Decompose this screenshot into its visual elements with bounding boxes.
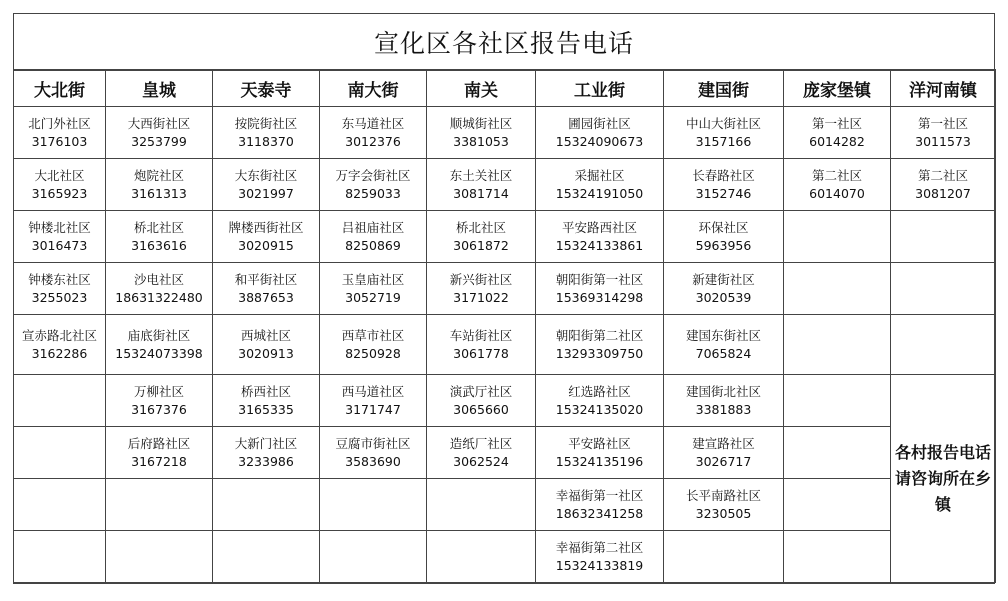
community-cell <box>320 315 427 375</box>
phone-number: 3233986 <box>238 453 294 469</box>
phone-number: 3171747 <box>345 401 401 417</box>
community-name: 平安路西社区 <box>561 219 637 235</box>
community-cell <box>427 159 536 211</box>
phone-number: 3255023 <box>31 289 88 305</box>
community-cell <box>536 315 664 375</box>
community-cell <box>106 159 213 211</box>
empty-cell <box>320 479 427 531</box>
empty-cell <box>427 531 536 583</box>
community-name: 大西街社区 <box>127 115 191 131</box>
community-cell <box>213 159 320 211</box>
community-cell <box>664 159 784 211</box>
table-body <box>14 107 996 583</box>
phone-number: 3165335 <box>238 401 294 417</box>
phone-number: 3171022 <box>453 289 509 305</box>
phone-number: 3253799 <box>131 133 187 149</box>
phone-number: 15324135196 <box>555 453 644 469</box>
column-header: 洋河南镇 <box>891 70 996 107</box>
table-row <box>14 427 996 479</box>
community-name: 新兴街社区 <box>449 271 513 287</box>
community-cell <box>14 159 106 211</box>
community-cell <box>784 107 891 159</box>
column-header: 南大街 <box>320 70 427 107</box>
community-cell <box>891 159 996 211</box>
community-cell <box>320 427 427 479</box>
community-cell <box>664 479 784 531</box>
phone-directory-sheet <box>13 13 995 584</box>
phone-number: 13293309750 <box>555 345 644 361</box>
community-cell <box>14 107 106 159</box>
table-row <box>14 531 996 583</box>
community-cell <box>213 211 320 263</box>
phone-number: 3026717 <box>695 453 752 469</box>
phone-number: 3118370 <box>238 133 294 149</box>
phone-number: 8250869 <box>345 237 401 253</box>
community-name: 长平南路社区 <box>685 487 761 503</box>
empty-cell <box>784 263 891 315</box>
community-cell <box>213 427 320 479</box>
community-cell <box>106 263 213 315</box>
column-header: 大北街 <box>14 70 106 107</box>
community-cell <box>213 263 320 315</box>
community-cell <box>664 427 784 479</box>
community-name: 北门外社区 <box>28 115 91 131</box>
community-cell <box>664 211 784 263</box>
community-name: 宣赤路北社区 <box>21 327 97 343</box>
community-name: 沙电社区 <box>133 271 184 287</box>
phone-number: 15324191050 <box>555 185 644 201</box>
community-name: 中山大街社区 <box>685 115 761 131</box>
phone-number: 3163616 <box>131 237 187 253</box>
community-name: 顺城街社区 <box>449 115 513 131</box>
page-title: 宣化区各社区报告电话 <box>14 14 994 71</box>
empty-cell <box>14 427 106 479</box>
phone-number: 18631322480 <box>115 289 203 305</box>
header-row <box>14 70 996 107</box>
community-cell <box>106 107 213 159</box>
empty-cell <box>891 315 996 375</box>
community-name: 西城社区 <box>240 327 291 343</box>
phone-number: 3020915 <box>238 237 294 253</box>
community-name: 按院街社区 <box>234 115 298 131</box>
community-name: 钟楼北社区 <box>28 219 91 235</box>
community-name: 大北社区 <box>34 167 85 183</box>
phone-number: 3021997 <box>238 185 294 201</box>
village-note: 各村报告电话请咨询所在乡镇 <box>891 375 996 583</box>
column-header: 建国街 <box>664 70 784 107</box>
phone-number: 15324133861 <box>555 237 644 253</box>
empty-cell <box>106 531 213 583</box>
phone-number: 3167376 <box>131 401 187 417</box>
phone-number: 8250928 <box>345 345 401 361</box>
community-name: 新建街社区 <box>692 271 755 287</box>
community-name: 庙底街社区 <box>127 327 191 343</box>
empty-cell <box>427 479 536 531</box>
phone-number: 3081207 <box>915 185 971 201</box>
table-row <box>14 263 996 315</box>
community-name: 朝阳街第一社区 <box>555 271 644 287</box>
community-name: 第二社区 <box>917 167 968 183</box>
community-cell <box>427 263 536 315</box>
community-name: 万字会街社区 <box>335 167 411 183</box>
empty-cell <box>664 531 784 583</box>
community-name: 豆腐市街社区 <box>335 435 411 451</box>
table-row <box>14 315 996 375</box>
phone-number: 15324133819 <box>555 557 644 573</box>
phone-number: 3167218 <box>131 453 187 469</box>
community-name: 钟楼东社区 <box>28 271 91 287</box>
table-row <box>14 375 996 427</box>
empty-cell <box>784 479 891 531</box>
phone-number: 15324073398 <box>115 345 203 361</box>
community-name: 玉皇庙社区 <box>341 271 405 287</box>
community-cell <box>891 107 996 159</box>
table-row <box>14 479 996 531</box>
empty-cell <box>784 531 891 583</box>
community-cell <box>536 263 664 315</box>
community-name: 圃园街社区 <box>568 115 631 131</box>
community-cell <box>427 375 536 427</box>
table-row <box>14 159 996 211</box>
community-name: 幸福街第二社区 <box>555 539 644 555</box>
community-name: 第一社区 <box>917 115 968 131</box>
community-cell <box>106 427 213 479</box>
community-cell <box>14 263 106 315</box>
community-cell <box>213 375 320 427</box>
community-cell <box>536 479 664 531</box>
community-name: 车站街社区 <box>449 327 513 343</box>
community-name: 大东街社区 <box>234 167 298 183</box>
phone-number: 3016473 <box>31 237 88 253</box>
phone-number: 3062524 <box>453 453 509 469</box>
empty-cell <box>14 531 106 583</box>
empty-cell <box>213 479 320 531</box>
phone-number: 3381053 <box>453 133 509 149</box>
community-cell <box>536 211 664 263</box>
phone-number: 3081714 <box>453 185 509 201</box>
community-cell <box>106 315 213 375</box>
community-cell <box>664 263 784 315</box>
community-cell <box>14 211 106 263</box>
community-cell <box>536 375 664 427</box>
column-header: 天泰寺 <box>213 70 320 107</box>
phone-number: 7065824 <box>695 345 752 361</box>
phone-number: 3052719 <box>345 289 401 305</box>
community-cell <box>536 159 664 211</box>
phone-number: 3162286 <box>31 345 88 361</box>
community-cell <box>14 315 106 375</box>
community-name: 东马道社区 <box>341 115 405 131</box>
community-name: 平安路社区 <box>568 435 631 451</box>
community-name: 采掘社区 <box>574 167 625 183</box>
community-name: 桥西社区 <box>240 383 291 399</box>
community-name: 炮院社区 <box>133 167 184 183</box>
column-header: 庞家堡镇 <box>784 70 891 107</box>
community-cell <box>664 375 784 427</box>
phone-number: 3161313 <box>131 185 187 201</box>
community-name: 西草市社区 <box>341 327 405 343</box>
community-name: 大新门社区 <box>234 435 298 451</box>
community-cell <box>536 427 664 479</box>
column-header: 工业街 <box>536 70 664 107</box>
empty-cell <box>891 263 996 315</box>
phone-number: 3065660 <box>453 401 509 417</box>
community-name: 建宣路社区 <box>692 435 755 451</box>
community-cell <box>664 315 784 375</box>
phone-number: 3061872 <box>453 237 509 253</box>
phone-number: 3152746 <box>695 185 752 201</box>
community-cell <box>320 107 427 159</box>
community-name: 牌楼西街社区 <box>228 219 304 235</box>
phone-number: 15369314298 <box>555 289 644 305</box>
community-name: 环保社区 <box>698 219 749 235</box>
empty-cell <box>784 375 891 427</box>
community-cell <box>427 211 536 263</box>
phone-number: 8259033 <box>345 185 401 201</box>
community-cell <box>427 427 536 479</box>
phone-number: 3381883 <box>695 401 752 417</box>
community-cell <box>664 107 784 159</box>
phone-number: 3061778 <box>453 345 509 361</box>
community-name: 万柳社区 <box>133 383 184 399</box>
community-name: 桥北社区 <box>133 219 184 235</box>
phone-number: 6014282 <box>809 133 865 149</box>
community-cell <box>427 107 536 159</box>
community-cell <box>536 531 664 583</box>
phone-number: 3583690 <box>345 453 401 469</box>
community-name: 后府路社区 <box>127 435 191 451</box>
phone-number: 3165923 <box>31 185 88 201</box>
community-name: 幸福街第一社区 <box>555 487 644 503</box>
community-cell <box>320 263 427 315</box>
community-name: 第二社区 <box>811 167 862 183</box>
community-name: 第一社区 <box>811 115 862 131</box>
community-name: 造纸厂社区 <box>449 435 513 451</box>
community-cell <box>213 107 320 159</box>
community-name: 西马道社区 <box>341 383 405 399</box>
community-name: 桥北社区 <box>455 219 506 235</box>
phone-number: 15324135020 <box>555 401 644 417</box>
community-cell <box>106 375 213 427</box>
empty-cell <box>784 211 891 263</box>
phone-number: 3012376 <box>345 133 401 149</box>
phone-number: 3230505 <box>695 505 752 521</box>
empty-cell <box>106 479 213 531</box>
column-header: 南关 <box>427 70 536 107</box>
table-row <box>14 211 996 263</box>
community-cell <box>536 107 664 159</box>
phone-number: 3887653 <box>238 289 294 305</box>
community-cell <box>320 159 427 211</box>
phone-number: 3157166 <box>695 133 752 149</box>
community-cell <box>213 315 320 375</box>
community-cell <box>106 211 213 263</box>
phone-number: 3176103 <box>31 133 88 149</box>
community-name: 吕祖庙社区 <box>341 219 405 235</box>
empty-cell <box>784 427 891 479</box>
table-row <box>14 107 996 159</box>
phone-number: 6014070 <box>809 185 865 201</box>
directory-table <box>13 69 996 583</box>
phone-number: 5963956 <box>695 237 752 253</box>
empty-cell <box>784 315 891 375</box>
empty-cell <box>213 531 320 583</box>
community-name: 东土关社区 <box>449 167 513 183</box>
empty-cell <box>14 479 106 531</box>
phone-number: 15324090673 <box>555 133 644 149</box>
community-name: 建国东街社区 <box>685 327 761 343</box>
community-name: 长春路社区 <box>692 167 755 183</box>
phone-number: 3011573 <box>915 133 971 149</box>
phone-number: 18632341258 <box>555 505 644 521</box>
community-name: 和平街社区 <box>234 271 298 287</box>
column-header: 皇城 <box>106 70 213 107</box>
community-name: 红选路社区 <box>568 383 631 399</box>
phone-number: 3020539 <box>695 289 752 305</box>
community-name: 演武厅社区 <box>449 383 513 399</box>
empty-cell <box>14 375 106 427</box>
community-cell <box>784 159 891 211</box>
community-cell <box>320 211 427 263</box>
community-cell <box>427 315 536 375</box>
community-name: 建国街北社区 <box>685 383 761 399</box>
empty-cell <box>320 531 427 583</box>
community-cell <box>320 375 427 427</box>
community-name: 朝阳街第二社区 <box>555 327 644 343</box>
phone-number: 3020913 <box>238 345 294 361</box>
empty-cell <box>891 211 996 263</box>
